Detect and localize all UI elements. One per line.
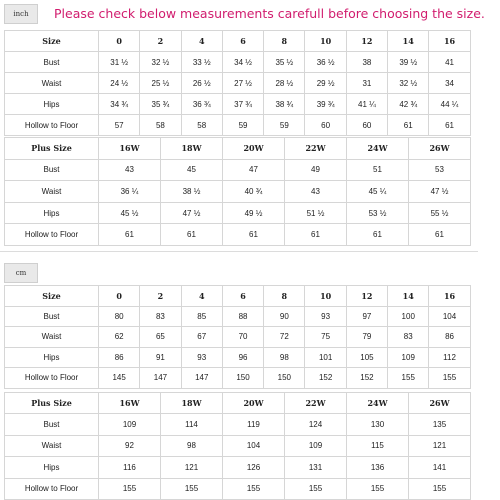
measurement-value: 25 ½ <box>140 73 181 94</box>
measurement-value: 100 <box>388 306 429 327</box>
measurement-value: 150 <box>264 368 305 389</box>
measurement-value: 45 ½ <box>99 202 161 224</box>
measurement-value: 43 <box>99 159 161 181</box>
measurement-label: Bust <box>5 52 99 73</box>
table-header-row <box>5 138 471 160</box>
measurement-value: 79 <box>346 327 387 348</box>
measurement-value: 45 ¼ <box>347 181 409 203</box>
measurement-value: 104 <box>429 306 470 327</box>
size-header-cell: 16W <box>99 393 161 414</box>
measurement-value: 44 ¼ <box>429 94 470 115</box>
size-header-cell: 18W <box>161 138 223 160</box>
measurement-value: 83 <box>140 306 181 327</box>
measurement-value: 152 <box>305 368 346 389</box>
measurement-value: 61 <box>99 224 161 246</box>
measurement-value: 58 <box>140 115 181 136</box>
table-row <box>5 115 471 136</box>
table-row <box>5 52 471 73</box>
measurement-value: 155 <box>347 478 409 499</box>
measurement-value: 55 ½ <box>409 202 471 224</box>
measurement-value: 75 <box>305 327 346 348</box>
measurement-value: 36 ¾ <box>181 94 222 115</box>
table-row <box>5 478 471 499</box>
measurement-value: 150 <box>222 368 263 389</box>
table-row <box>5 224 471 246</box>
measurement-value: 26 ½ <box>181 73 222 94</box>
size-column-header: Size <box>5 286 99 307</box>
table-row <box>5 73 471 94</box>
table-row <box>5 159 471 181</box>
measurement-value: 155 <box>388 368 429 389</box>
measurement-value: 61 <box>388 115 429 136</box>
measurement-value: 37 ¾ <box>222 94 263 115</box>
measurement-value: 152 <box>346 368 387 389</box>
measurement-label: Hollow to Floor <box>5 478 99 499</box>
measurement-value: 42 ¾ <box>388 94 429 115</box>
measurement-value: 155 <box>409 478 471 499</box>
measurement-value: 155 <box>223 478 285 499</box>
inch-unit-label: inch <box>4 4 38 24</box>
measurement-label: Bust <box>5 306 99 327</box>
measurement-value: 86 <box>429 327 470 348</box>
inch-plus-size-table <box>4 137 471 246</box>
size-header-cell: 20W <box>223 393 285 414</box>
measurement-value: 65 <box>140 327 181 348</box>
measurement-value: 41 <box>429 52 470 73</box>
measurement-value: 49 ½ <box>223 202 285 224</box>
measurement-value: 116 <box>99 457 161 478</box>
measurement-value: 115 <box>347 435 409 456</box>
measurement-value: 47 <box>223 159 285 181</box>
table-header-row <box>5 31 471 52</box>
measurement-label: Hollow to Floor <box>5 368 99 389</box>
size-header-cell: 2 <box>140 286 181 307</box>
size-column-header: Size <box>5 31 99 52</box>
measurement-value: 36 ½ <box>305 52 346 73</box>
measurement-value: 51 ½ <box>285 202 347 224</box>
measurement-value: 67 <box>181 327 222 348</box>
measurement-value: 34 ¾ <box>99 94 140 115</box>
measurement-value: 80 <box>99 306 140 327</box>
measurement-label: Hips <box>5 202 99 224</box>
measurement-value: 28 ½ <box>264 73 305 94</box>
measurement-value: 59 <box>222 115 263 136</box>
measurement-value: 39 ¾ <box>305 94 346 115</box>
measurement-value: 101 <box>305 347 346 368</box>
measurement-label: Bust <box>5 159 99 181</box>
measurement-value: 83 <box>388 327 429 348</box>
measurement-label: Waist <box>5 181 99 203</box>
size-header-cell: 8 <box>264 286 305 307</box>
measurement-value: 88 <box>222 306 263 327</box>
measurement-value: 109 <box>99 414 161 435</box>
size-column-header: Plus Size <box>5 393 99 414</box>
measurement-value: 62 <box>99 327 140 348</box>
measurement-value: 155 <box>99 478 161 499</box>
cm-plus-size-table <box>4 392 471 500</box>
size-header-cell: 24W <box>347 138 409 160</box>
measurement-value: 93 <box>181 347 222 368</box>
measurement-label: Hips <box>5 347 99 368</box>
section-divider <box>0 251 478 252</box>
size-header-cell: 6 <box>222 31 263 52</box>
measurement-value: 104 <box>223 435 285 456</box>
size-header-cell: 14 <box>388 31 429 52</box>
measurement-value: 93 <box>305 306 346 327</box>
measurement-label: Waist <box>5 73 99 94</box>
measurement-value: 35 ¾ <box>140 94 181 115</box>
measurement-label: Hips <box>5 457 99 478</box>
measurement-label: Waist <box>5 435 99 456</box>
measurement-value: 29 ½ <box>305 73 346 94</box>
measurement-value: 31 <box>346 73 387 94</box>
measurement-value: 35 ½ <box>264 52 305 73</box>
table-row <box>5 327 471 348</box>
measurement-value: 136 <box>347 457 409 478</box>
table-row <box>5 94 471 115</box>
size-header-cell: 10 <box>305 31 346 52</box>
measurement-value: 155 <box>161 478 223 499</box>
measurement-value: 57 <box>99 115 140 136</box>
measurement-value: 47 ½ <box>409 181 471 203</box>
measurement-value: 131 <box>285 457 347 478</box>
cm-unit-label: cm <box>4 263 38 283</box>
measurement-value: 43 <box>285 181 347 203</box>
measurement-value: 96 <box>222 347 263 368</box>
measurement-value: 86 <box>99 347 140 368</box>
measurement-value: 61 <box>161 224 223 246</box>
table-row <box>5 457 471 478</box>
measurement-value: 98 <box>264 347 305 368</box>
size-notice: Please check below measurements carefull before choosing the size. <box>54 6 485 21</box>
table-header-row <box>5 286 471 307</box>
table-row <box>5 202 471 224</box>
size-header-cell: 12 <box>346 286 387 307</box>
measurement-label: Bust <box>5 414 99 435</box>
measurement-label: Waist <box>5 327 99 348</box>
measurement-value: 155 <box>429 368 470 389</box>
measurement-value: 130 <box>347 414 409 435</box>
measurement-value: 90 <box>264 306 305 327</box>
measurement-value: 38 ¾ <box>264 94 305 115</box>
measurement-value: 61 <box>409 224 471 246</box>
measurement-value: 121 <box>161 457 223 478</box>
measurement-value: 61 <box>223 224 285 246</box>
size-column-header: Plus Size <box>5 138 99 160</box>
measurement-value: 141 <box>409 457 471 478</box>
measurement-value: 36 ¼ <box>99 181 161 203</box>
size-header-cell: 0 <box>99 31 140 52</box>
measurement-value: 92 <box>99 435 161 456</box>
measurement-value: 41 ¼ <box>346 94 387 115</box>
measurement-value: 119 <box>223 414 285 435</box>
measurement-value: 98 <box>161 435 223 456</box>
measurement-value: 60 <box>346 115 387 136</box>
size-header-cell: 24W <box>347 393 409 414</box>
size-header-cell: 16 <box>429 286 470 307</box>
measurement-value: 49 <box>285 159 347 181</box>
measurement-value: 33 ½ <box>181 52 222 73</box>
table-row <box>5 435 471 456</box>
measurement-value: 97 <box>346 306 387 327</box>
measurement-value: 31 ½ <box>99 52 140 73</box>
measurement-value: 59 <box>264 115 305 136</box>
size-header-cell: 20W <box>223 138 285 160</box>
measurement-value: 135 <box>409 414 471 435</box>
size-header-cell: 22W <box>285 393 347 414</box>
measurement-value: 85 <box>181 306 222 327</box>
table-row <box>5 181 471 203</box>
size-header-cell: 14 <box>388 286 429 307</box>
measurement-value: 60 <box>305 115 346 136</box>
measurement-label: Hips <box>5 94 99 115</box>
measurement-value: 109 <box>285 435 347 456</box>
measurement-value: 39 ½ <box>388 52 429 73</box>
measurement-value: 34 <box>429 73 470 94</box>
measurement-value: 155 <box>285 478 347 499</box>
measurement-value: 91 <box>140 347 181 368</box>
measurement-value: 51 <box>347 159 409 181</box>
size-header-cell: 4 <box>181 31 222 52</box>
measurement-value: 121 <box>409 435 471 456</box>
measurement-value: 47 ½ <box>161 202 223 224</box>
table-header-row <box>5 393 471 414</box>
measurement-value: 109 <box>388 347 429 368</box>
measurement-value: 53 ½ <box>347 202 409 224</box>
size-header-cell: 18W <box>161 393 223 414</box>
measurement-value: 40 ¾ <box>223 181 285 203</box>
measurement-value: 32 ½ <box>388 73 429 94</box>
table-row <box>5 368 471 389</box>
measurement-value: 61 <box>429 115 470 136</box>
measurement-label: Hollow to Floor <box>5 115 99 136</box>
size-header-cell: 26W <box>409 393 471 414</box>
table-row <box>5 306 471 327</box>
measurement-value: 61 <box>285 224 347 246</box>
size-header-cell: 16 <box>429 31 470 52</box>
measurement-value: 61 <box>347 224 409 246</box>
measurement-value: 24 ½ <box>99 73 140 94</box>
measurement-value: 112 <box>429 347 470 368</box>
size-header-cell: 22W <box>285 138 347 160</box>
measurement-value: 32 ½ <box>140 52 181 73</box>
table-row <box>5 414 471 435</box>
measurement-value: 145 <box>99 368 140 389</box>
size-header-cell: 26W <box>409 138 471 160</box>
table-row <box>5 347 471 368</box>
measurement-value: 105 <box>346 347 387 368</box>
cm-standard-size-table <box>4 285 471 389</box>
measurement-value: 72 <box>264 327 305 348</box>
size-header-cell: 2 <box>140 31 181 52</box>
measurement-value: 53 <box>409 159 471 181</box>
size-header-cell: 0 <box>99 286 140 307</box>
measurement-value: 45 <box>161 159 223 181</box>
measurement-value: 124 <box>285 414 347 435</box>
measurement-value: 126 <box>223 457 285 478</box>
size-header-cell: 6 <box>222 286 263 307</box>
inch-standard-size-table <box>4 30 471 136</box>
size-header-cell: 10 <box>305 286 346 307</box>
size-header-cell: 4 <box>181 286 222 307</box>
measurement-value: 38 ½ <box>161 181 223 203</box>
measurement-value: 147 <box>181 368 222 389</box>
measurement-value: 70 <box>222 327 263 348</box>
size-header-cell: 16W <box>99 138 161 160</box>
measurement-value: 34 ½ <box>222 52 263 73</box>
measurement-value: 58 <box>181 115 222 136</box>
measurement-label: Hollow to Floor <box>5 224 99 246</box>
measurement-value: 114 <box>161 414 223 435</box>
measurement-value: 147 <box>140 368 181 389</box>
size-header-cell: 12 <box>346 31 387 52</box>
size-header-cell: 8 <box>264 31 305 52</box>
measurement-value: 27 ½ <box>222 73 263 94</box>
measurement-value: 38 <box>346 52 387 73</box>
